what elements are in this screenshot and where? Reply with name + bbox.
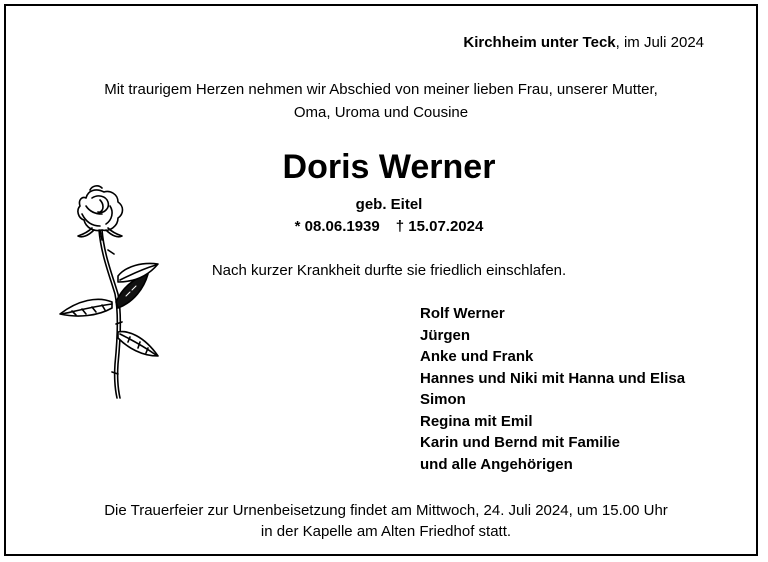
mourner-item: Regina mit Emil — [420, 412, 533, 430]
deceased-name: Doris Werner — [282, 148, 496, 186]
intro-text — [6, 78, 756, 124]
passing-text: Nach kurzer Krankheit durfte sie friedlich einschlafen. — [211, 262, 567, 279]
funeral-line-2: in der Kapelle am Alten Friedhof statt. — [260, 523, 512, 540]
intro-line-2: Oma, Uroma und Cousine — [293, 104, 469, 121]
mourner-item: Karin und Bernd mit Familie — [420, 434, 621, 451]
mourner-item: Jürgen — [420, 326, 471, 344]
date: , im Juli 2024 — [615, 34, 704, 51]
mourners-list — [420, 303, 685, 475]
funeral-info — [6, 500, 766, 542]
birth-date: * 08.06.1939 — [294, 218, 380, 235]
place-date-line — [463, 34, 704, 51]
birth-name: geb. Eitel — [355, 196, 423, 213]
funeral-line-1: Die Trauerfeier zur Urnenbeisetzung findet am Mittwoch, 24. Juli 2024, um 15.00 Uhr — [104, 502, 668, 519]
mourner-item: Anke und Frank — [420, 348, 534, 365]
obituary-notice — [4, 4, 758, 556]
place: Kirchheim unter Teck — [463, 34, 616, 51]
mourner-item: und alle Angehörigen — [420, 455, 573, 473]
death-date: † 15.07.2024 — [395, 218, 484, 235]
mourner-item: Simon — [420, 391, 466, 408]
intro-line-1: Mit traurigem Herzen nehmen wir Abschied von meiner lieben Frau, unserer Mutter, — [104, 81, 658, 98]
mourner-item: Rolf Werner — [420, 305, 505, 322]
mourner-item: Hannes und Niki mit Hanna und Elisa — [420, 369, 686, 387]
rose-icon — [52, 184, 162, 404]
